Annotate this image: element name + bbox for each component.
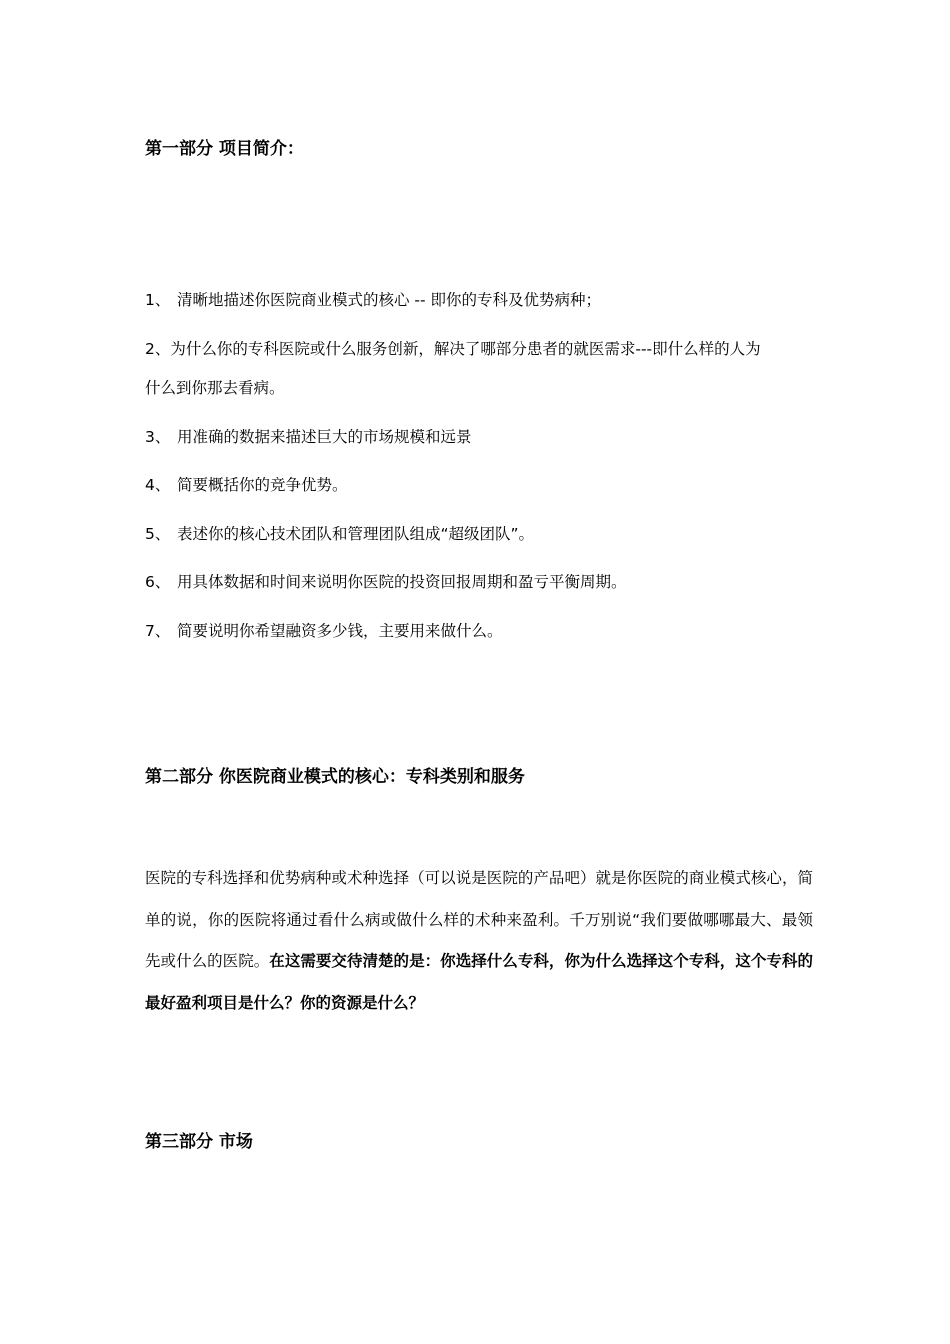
list-item-text: 用准确的数据来描述巨大的市场规模和远景 [177,428,472,446]
list-item-7 [145,620,503,642]
list-item-4 [145,474,348,496]
section-1-heading: 第一部分 项目简介： [145,139,304,159]
list-item-1 [145,289,601,311]
list-item-text: 简要概括你的竞争优势。 [177,476,348,494]
list-item-number: 5、 [145,525,171,543]
paragraph-text: 医院的专科选择和优势病种或术种选择（可以说是医院的产品吧）就是你医院的商业模式核心，简单的说，你的医院将通过看什么病或做什么样的术种来盈利。千万别说“我们要做哪哪最大、最领先或什么的医院。 [145,869,813,970]
list-item-number: 4、 [145,476,171,494]
section-3-heading: 第三部分 市场 [145,1132,253,1152]
list-item-2-line-2: 什么到你那去看病。 [145,379,285,397]
list-item-number: 7、 [145,622,171,640]
list-item-number: 3、 [145,428,171,446]
list-item-3 [145,426,472,448]
list-item-text: 清晰地描述你医院商业模式的核心 -- 即你的专科及优势病种； [177,291,602,309]
list-item-text: 简要说明你希望融资多少钱，主要用来做什么。 [177,622,503,640]
list-item-number: 6、 [145,573,171,591]
section-2-paragraph [145,858,813,1024]
list-item-5 [145,523,534,545]
list-item-number: 1、 [145,291,171,309]
paragraph-emphasis: 在这需要交待清楚的是：你选择什么专科，你为什么选择这个专科，这个专科的最好盈利项目是什么？你的资源是什么？ [145,952,813,1012]
section-2-heading: 第二部分 你医院商业模式的核心：专科类别和服务 [145,767,525,787]
list-item-text: 用具体数据和时间来说明你医院的投资回报周期和盈亏平衡周期。 [177,573,627,591]
list-item-2-line-1: 2、为什么你的专科医院或什么服务创新，解决了哪部分患者的就医需求---即什么样的人为 [145,340,761,358]
list-item-6 [145,571,627,593]
list-item-text: 表述你的核心技术团队和管理团队组成“超级团队”。 [177,525,535,543]
